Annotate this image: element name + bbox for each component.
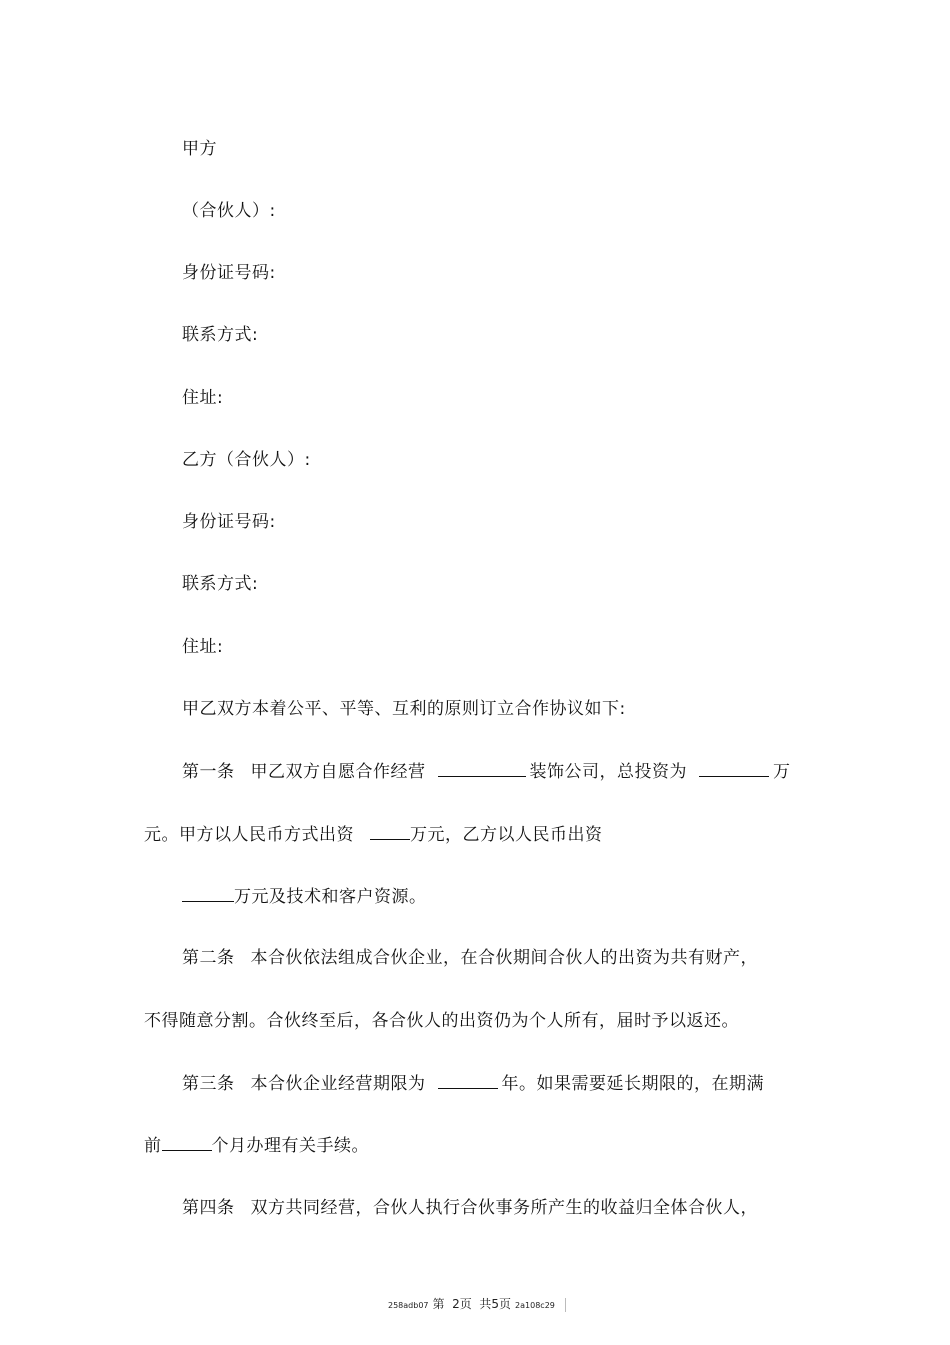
term-years-blank[interactable] [438, 1072, 498, 1089]
article-4-line-1 [182, 1197, 758, 1219]
article-1-label: 第一条 [182, 762, 235, 782]
article-3-line-1 [182, 1072, 764, 1095]
party-a-address-label: 住址: [182, 388, 224, 408]
renewal-months-blank[interactable] [162, 1134, 212, 1151]
article-3-text-3: 前 [144, 1136, 162, 1156]
party-b-address-label: 住址: [182, 637, 224, 657]
article-4-label: 第四条 [182, 1198, 235, 1218]
article-1-text-1: 甲乙双方自愿合作经营 [250, 762, 426, 782]
agreement-intro: 甲乙双方本着公平、平等、互利的原则订立合作协议如下: [182, 699, 626, 719]
party-b-heading: 乙方（合伙人）: [182, 450, 311, 470]
article-3-label: 第三条 [182, 1074, 235, 1094]
article-1-text-5: 万元，乙方以人民币出资 [410, 825, 603, 845]
party-a-id-label: 身份证号码: [182, 263, 276, 283]
article-1-line-3 [182, 885, 427, 908]
party-a-role: （合伙人）: [182, 201, 276, 221]
footer-divider [565, 1298, 566, 1312]
company-name-blank[interactable] [438, 760, 526, 777]
article-2-text-1: 本合伙依法组成合伙企业，在合伙期间合伙人的出资为共有财产， [250, 948, 758, 968]
article-3-text-4: 个月办理有关手续。 [211, 1136, 369, 1156]
article-3-text-2: 年。如果需要延长期限的，在期满 [501, 1074, 764, 1094]
article-2-line-1 [182, 947, 758, 969]
page-footer [384, 1296, 566, 1314]
footer-left-code: 258adb07 [388, 1301, 429, 1310]
party-b-id-label: 身份证号码: [182, 512, 276, 532]
article-1-text-6: 万元及技术和客户资源。 [234, 887, 427, 907]
article-3-line-2 [144, 1134, 369, 1157]
article-3-text-1: 本合伙企业经营期限为 [250, 1074, 426, 1094]
article-4-text-1: 双方共同经营，合伙人执行合伙事务所产生的收益归全体合伙人， [250, 1198, 758, 1218]
party-a-heading: 甲方 [182, 139, 217, 159]
total-investment-blank[interactable] [699, 760, 769, 777]
page-number: 第 2页 共5页 [432, 1297, 512, 1311]
article-1-text-2: 装饰公司，总投资为 [529, 762, 687, 782]
article-2-label: 第二条 [182, 948, 235, 968]
article-1-line-1 [182, 760, 791, 783]
party-a-contact-label: 联系方式: [182, 325, 259, 345]
article-1-text-3: 万 [773, 762, 791, 782]
article-2-line-2: 不得随意分割。合伙终至后，各合伙人的出资仍为个人所有，届时予以返还。 [144, 1011, 739, 1031]
party-b-capital-blank[interactable] [182, 885, 234, 902]
article-1-line-2 [144, 823, 603, 846]
footer-right-code: 2a108c29 [515, 1301, 555, 1310]
party-a-capital-blank[interactable] [370, 823, 410, 840]
article-1-text-4: 元。甲方以人民币方式出资 [144, 825, 354, 845]
party-b-contact-label: 联系方式: [182, 574, 259, 594]
